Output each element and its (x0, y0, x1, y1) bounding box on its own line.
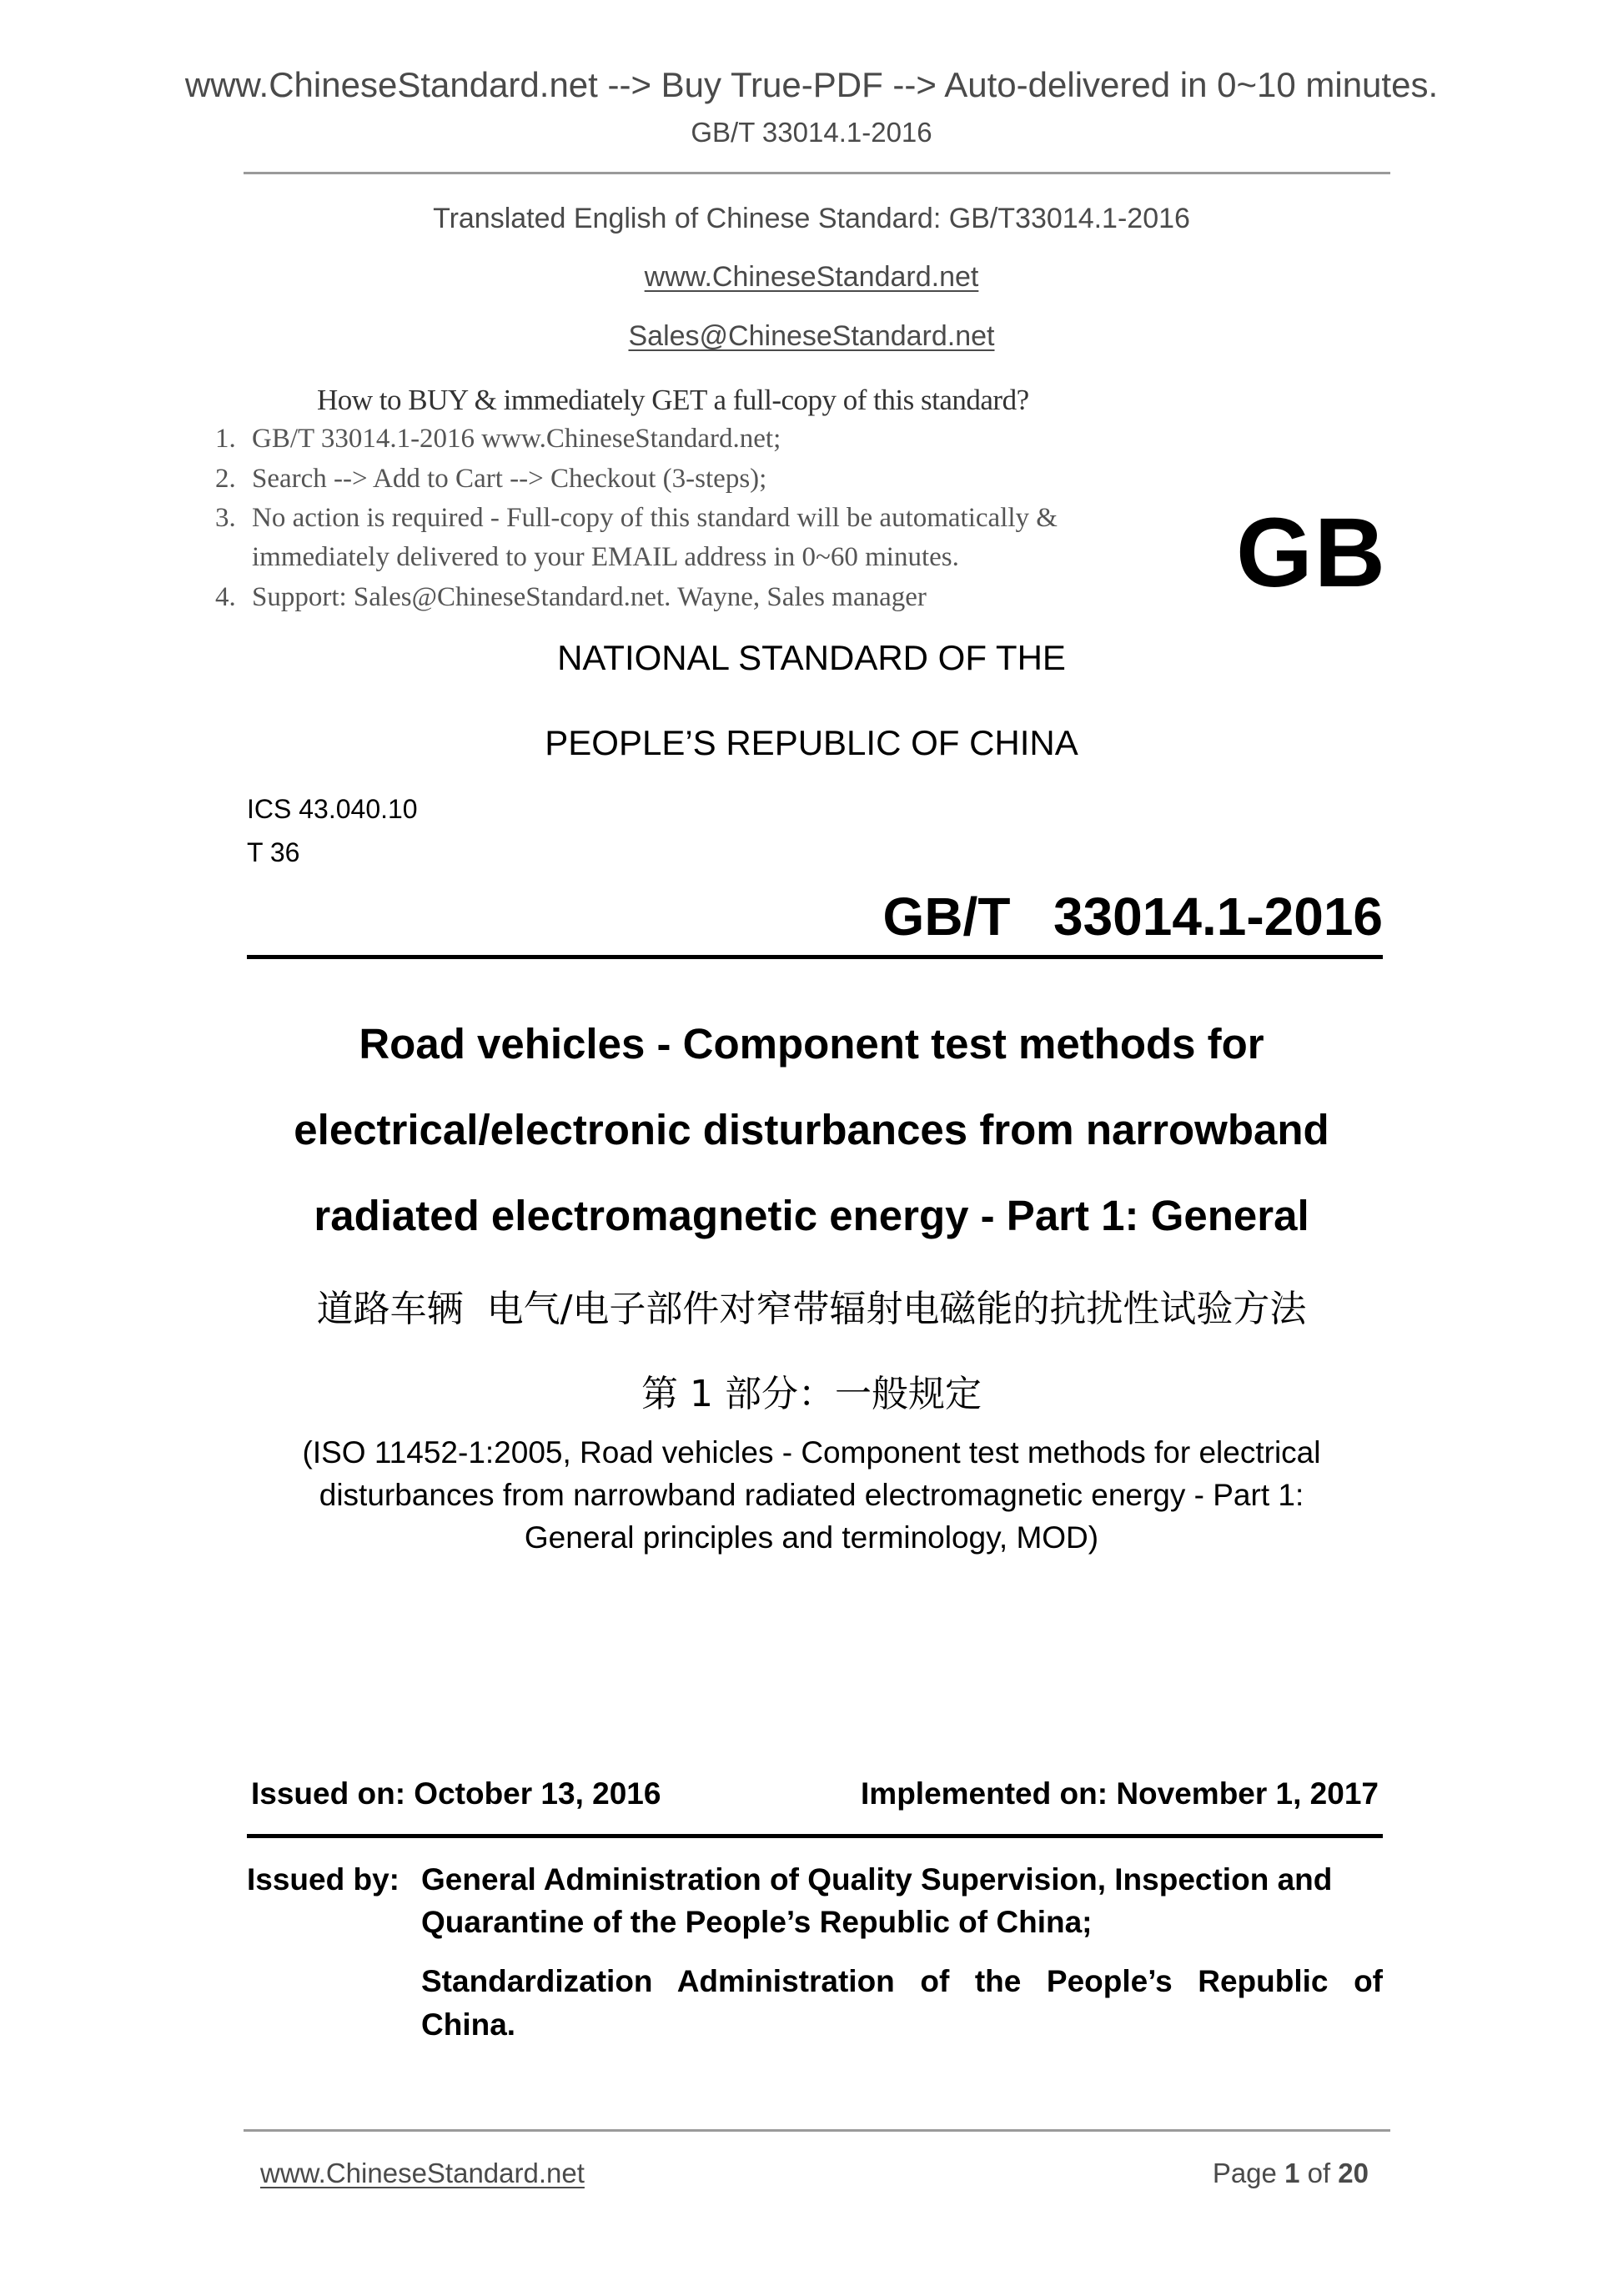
list-number: 1. (215, 424, 236, 454)
gb-logo: GB (1236, 498, 1387, 608)
iso-reference-line2: disturbances from narrowband radiated electromagnetic energy - Part 1: (319, 1478, 1304, 1512)
page-indicator (1213, 2158, 1369, 2189)
list-text: immediately delivered to your EMAIL address in 0~60 minutes. (252, 542, 959, 572)
footer-link-container (260, 2158, 585, 2189)
website-link[interactable]: www.ChineseStandard.net (644, 261, 979, 293)
how-to-buy-item (215, 503, 1058, 534)
how-to-buy-item (215, 582, 927, 613)
website-link-container (0, 261, 1623, 294)
standard-number: GB/T 33014.1-2016 (882, 887, 1383, 947)
title-cn-line2: 第 1 部分：一般规定 (641, 1373, 982, 1415)
footer-divider (244, 2129, 1390, 2132)
national-standard-line2: PEOPLE’S REPUBLIC OF CHINA (545, 723, 1078, 762)
email-link-container (0, 320, 1623, 353)
translated-label: Translated English of Chinese Standard: GB/T33014.1-2016 (433, 203, 1190, 234)
footer-website-link[interactable]: www.ChineseStandard.net (260, 2158, 585, 2188)
standard-number-divider (247, 955, 1383, 959)
list-number: 2. (215, 464, 236, 494)
page-current: 1 (1284, 2158, 1300, 2188)
title-cn-line1: 道路车辆 电气/电子部件对窄带辐射电磁能的抗扰性试验方法 (316, 1288, 1307, 1330)
dates-divider (247, 1834, 1383, 1838)
list-number: 4. (215, 582, 236, 612)
issuer-line2: Quarantine of the People’s Republic of China; (421, 1905, 1093, 1939)
header-standard-code: GB/T 33014.1-2016 (691, 117, 932, 148)
iso-reference-line1: (ISO 11452-1:2005, Road vehicles - Component test methods for electrical (302, 1435, 1321, 1470)
header-divider (244, 172, 1390, 174)
national-standard-line1: NATIONAL STANDARD OF THE (557, 638, 1066, 677)
issued-by-label: Issued by: (247, 1862, 399, 1897)
header-banner: www.ChineseStandard.net --> Buy True-PDF --> Auto-delivered in 0~10 minutes. (184, 65, 1439, 104)
how-to-buy-title: How to BUY & immediately GET a full-copy of this standard? (317, 384, 1029, 416)
page-of: of (1299, 2158, 1339, 2188)
ccs-code: T 36 (247, 837, 300, 867)
issuer-line3: Standardization Administration of the People’s Republic of (421, 1964, 1383, 1998)
title-en-line1: Road vehicles - Component test methods for (359, 1020, 1264, 1068)
list-text: GB/T 33014.1-2016 www.ChineseStandard.net; (252, 424, 781, 454)
list-text: No action is required - Full-copy of this standard will be automatically & (252, 503, 1058, 533)
issued-on-date: Issued on: October 13, 2016 (251, 1776, 661, 1811)
title-en-line3: radiated electromagnetic energy - Part 1: General (314, 1192, 1309, 1239)
title-en-line2: electrical/electronic disturbances from narrowband (294, 1106, 1329, 1153)
page-total: 20 (1338, 2158, 1369, 2188)
ics-code: ICS 43.040.10 (247, 794, 418, 824)
issuer-line1: General Administration of Quality Supervision, Inspection and (421, 1862, 1333, 1897)
list-text: Support: Sales@ChineseStandard.net. Wayne, Sales manager (252, 582, 927, 612)
how-to-buy-item-continued (215, 542, 959, 573)
list-number: 3. (215, 503, 236, 533)
how-to-buy-item (215, 424, 781, 455)
list-text: Search --> Add to Cart --> Checkout (3-steps); (252, 464, 767, 494)
issuer-line4: China. (421, 2007, 516, 2042)
page-prefix: Page (1212, 2158, 1285, 2188)
email-link[interactable]: Sales@ChineseStandard.net (628, 320, 995, 352)
how-to-buy-item (215, 464, 766, 495)
iso-reference-line3: General principles and terminology, MOD) (524, 1520, 1099, 1555)
implemented-on-date: Implemented on: November 1, 2017 (861, 1776, 1379, 1811)
